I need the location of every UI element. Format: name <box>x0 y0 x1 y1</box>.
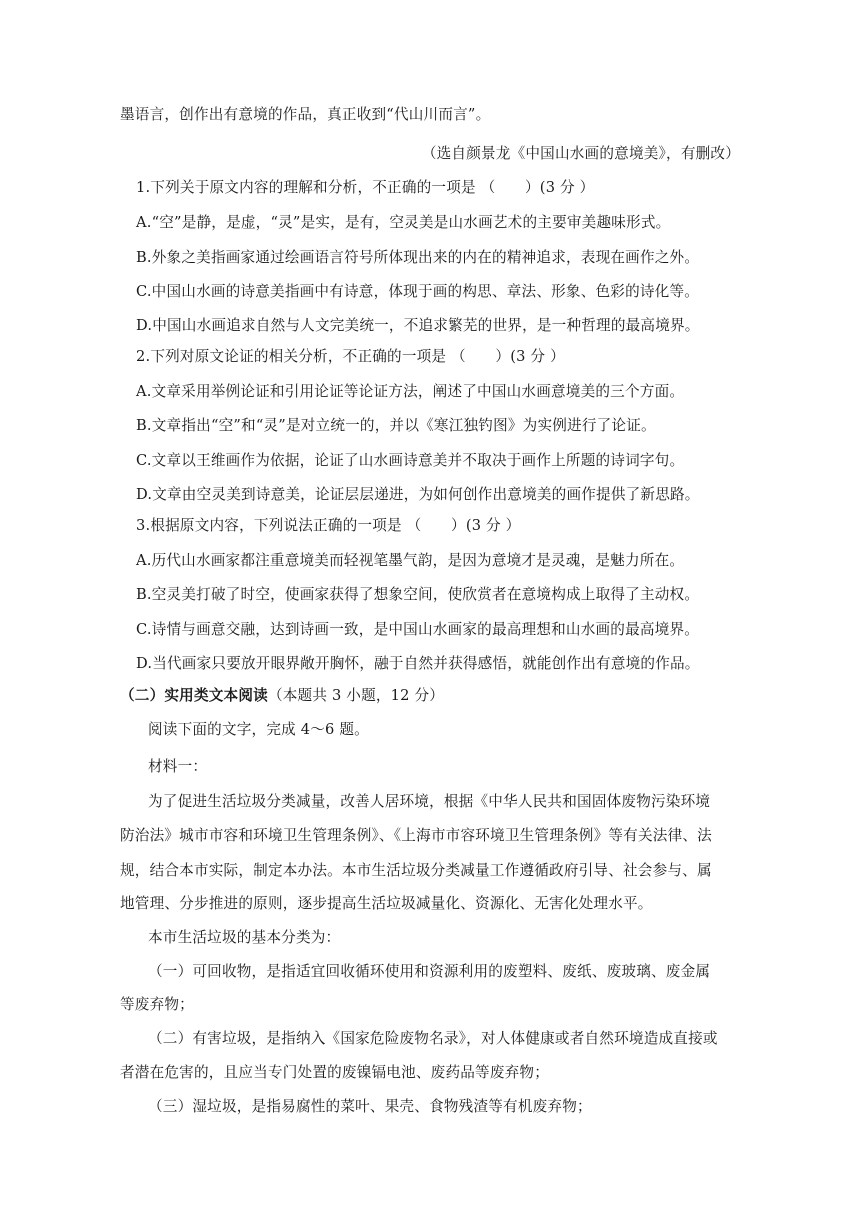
paragraph-2: 本市生活垃圾的基本分类为： <box>148 929 341 946</box>
question-3-option-c: C.诗情与画意交融，达到诗画一致，是中国山水画家的最高理想和山水画的最高境界。 <box>136 621 700 638</box>
source-citation: （选自颜景龙《中国山水画的意境美》，有删改） <box>421 145 740 162</box>
question-3-stem: 3.根据原文内容，下列说法正确的一项是 （ ）(3 分 ） <box>136 517 521 534</box>
question-2-option-d: D.文章由空灵美到诗意美，论证层层递进，为如何创作出意境美的画作提供了新思路。 <box>136 486 700 503</box>
section-2-note: （本题共 3 小题，12 分） <box>267 687 445 704</box>
question-1-option-a: A.“空”是静，是虚，“灵”是实，是有，空灵美是山水画艺术的主要审美趣味形式。 <box>136 214 671 231</box>
question-1-option-b: B.外象之美指画家通过绘画语言符号所体现出来的内在的精神追求，表现在画作之外。 <box>136 249 700 266</box>
question-1-stem: 1.下列关于原文内容的理解和分析，不正确的一项是 （ ）(3 分 ） <box>136 179 595 196</box>
category-1-line-2: 等废弃物； <box>120 996 194 1013</box>
question-3-option-a: A.历代山水画家都注重意境美而轻视笔墨气韵，是因为意境才是灵魂，是魅力所在。 <box>136 552 685 569</box>
category-1-line-1: （一）可回收物，是指适宜回收循环使用和资源利用的废塑料、废纸、废玻璃、废金属 <box>148 963 711 980</box>
paragraph-1-line-1: 为了促进生活垃圾分类减量，改善人居环境，根据《中华人民共和国固体废物污染环境 <box>148 793 711 810</box>
question-3-option-d: D.当代画家只要放开眼界敞开胸怀，融于自然并获得感悟，就能创作出有意境的作品。 <box>136 655 700 672</box>
section-2-heading: （二）实用类文本阅读 <box>120 687 268 704</box>
paragraph-1-line-3: 规，结合本市实际，制定本办法。本市生活垃圾分类减量工作遵循政府引导、社会参与、属 <box>120 862 712 879</box>
question-3-option-b: B.空灵美打破了时空，使画家获得了想象空间，使欣赏者在意境构成上取得了主动权。 <box>136 586 700 603</box>
paragraph-1-line-2: 防治法》城市市容和环境卫生管理条例》、《上海市市容环境卫生管理条例》等有关法律、法 <box>120 827 712 844</box>
question-2-option-a: A.文章采用举例论证和引用论证等论证方法，阐述了中国山水画意境美的三个方面。 <box>136 383 685 400</box>
question-2-option-b: B.文章指出“空”和“灵”是对立统一的，并以《寒江独钓图》为实例进行了论证。 <box>136 417 656 434</box>
category-2-line-2: 者潜在危害的，且应当专门处置的废镍镉电池、废药品等废弃物； <box>120 1064 550 1081</box>
question-1-option-c: C.中国山水画的诗意美指画中有诗意，体现于画的构思、章法、形象、色彩的诗化等。 <box>136 283 700 300</box>
section-2-title <box>120 686 444 706</box>
question-2-option-c: C.文章以王维画作为依据，论证了山水画诗意美并不取决于画作上所题的诗词字句。 <box>136 452 685 469</box>
question-2-stem: 2.下列对原文论证的相关分析，不正确的一项是 （ ）(3 分 ） <box>136 348 565 365</box>
question-1-option-d: D.中国山水画追求自然与人文完美统一，不追求繁芜的世界，是一种哲理的最高境界。 <box>136 317 700 334</box>
paragraph-1-line-4: 地管理、分步推进的原则，逐步提高生活垃圾减量化、资源化、无害化处理水平。 <box>120 895 653 912</box>
passage-end-line: 墨语言，创作出有意境的作品，真正收到“代山川而言”。 <box>120 106 491 123</box>
section-2-instruction: 阅读下面的文字，完成 4～6 题。 <box>148 721 369 738</box>
category-3: （三）湿垃圾，是指易腐性的菜叶、果壳、食物残渣等有机废弃物； <box>148 1098 592 1115</box>
category-2-line-1: （二）有害垃圾，是指纳入《国家危险废物名录》，对人体健康或者自然环境造成直接或 <box>148 1030 718 1047</box>
material-1-label: 材料一： <box>148 758 208 775</box>
